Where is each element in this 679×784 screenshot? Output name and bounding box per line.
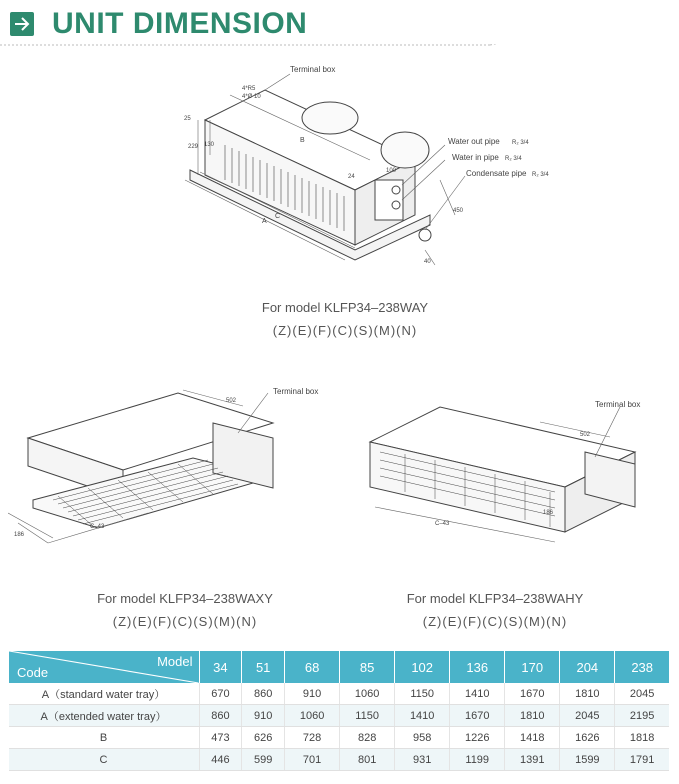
page-title: UNIT DIMENSION <box>52 7 308 40</box>
table-cell: 860 <box>242 683 285 705</box>
dim-100-label: 100 <box>386 168 397 174</box>
dim-24-label: 24 <box>348 174 355 180</box>
diagram-bottom-return-unit <box>8 378 338 553</box>
table-cell: 2195 <box>615 705 669 727</box>
table-row <box>9 683 670 705</box>
water-out-spec: R₂ 3/4 <box>512 140 529 146</box>
table-cell: 1599 <box>560 749 615 771</box>
dim-40-label: 40 <box>424 259 431 265</box>
table-cell: 1199 <box>450 749 505 771</box>
table-cell: 670 <box>199 683 242 705</box>
diagram-concealed-unit <box>170 60 570 280</box>
table-cell: 1810 <box>505 705 560 727</box>
header-divider <box>0 44 679 46</box>
water-in-spec: R₂ 3/4 <box>505 156 522 162</box>
table-cell: 2045 <box>560 705 615 727</box>
table-cell: 1391 <box>505 749 560 771</box>
dim-502-label-2: 502 <box>226 398 237 404</box>
table-cell: 1818 <box>615 727 669 749</box>
table-cell: 1810 <box>560 683 615 705</box>
table-cell: 473 <box>199 727 242 749</box>
table-cell: 931 <box>395 749 450 771</box>
caption-block-2 <box>40 591 330 629</box>
table-cell: 1060 <box>340 683 395 705</box>
header-model-136: 136 <box>450 651 505 683</box>
row-label: A（standard water tray） <box>9 683 200 705</box>
dim-b-label: B <box>300 137 305 144</box>
caption-3: For model KLFP34–238WAHY <box>406 591 584 606</box>
terminal-box-label-3: Terminal box <box>595 400 641 409</box>
hole-r-label: 4*R5 <box>242 86 256 92</box>
dim-c43-label-3: C–43 <box>435 521 450 527</box>
header-model-204: 204 <box>560 651 615 683</box>
table-cell: 701 <box>285 749 340 771</box>
table-row <box>9 705 670 727</box>
table-cell: 1670 <box>450 705 505 727</box>
condensate-spec: R₂ 3/4 <box>532 172 549 178</box>
section-header <box>10 6 307 42</box>
table-cell: 1410 <box>395 705 450 727</box>
dim-229-label: 229 <box>188 144 199 150</box>
table-cell: 1060 <box>285 705 340 727</box>
header-model-170: 170 <box>505 651 560 683</box>
table-cell: 1418 <box>505 727 560 749</box>
header-model-34: 34 <box>199 651 242 683</box>
caption-block-3 <box>350 591 640 629</box>
header-model-label: Model <box>157 654 193 669</box>
dimension-table <box>8 651 669 771</box>
table-cell: 1150 <box>395 683 450 705</box>
table-cell: 860 <box>199 705 242 727</box>
table-cell: 1410 <box>450 683 505 705</box>
table-row <box>9 727 670 749</box>
dim-502-label-3: 502 <box>580 432 591 438</box>
dim-25-label: 25 <box>184 116 191 122</box>
table-cell: 446 <box>199 749 242 771</box>
header-model-51: 51 <box>242 651 285 683</box>
table-cell: 1150 <box>340 705 395 727</box>
options-1: (Z)(E)(F)(C)(S)(M)(N) <box>272 323 418 338</box>
dim-c43-label-2: C–43 <box>90 524 105 530</box>
table-cell: 801 <box>340 749 395 771</box>
table-cell: 958 <box>395 727 450 749</box>
condensate-label: Condensate pipe <box>466 169 527 178</box>
table-cell: 910 <box>242 705 285 727</box>
dim-c-label: C <box>275 213 281 220</box>
options-3: (Z)(E)(F)(C)(S)(M)(N) <box>422 614 568 629</box>
table-cell: 1670 <box>505 683 560 705</box>
dim-186-label-2: 186 <box>14 532 25 538</box>
table-cell: 1626 <box>560 727 615 749</box>
row-label: B <box>9 727 200 749</box>
table-cell: 1791 <box>615 749 669 771</box>
row-label: A（extended water tray） <box>9 705 200 727</box>
header-model-68: 68 <box>285 651 340 683</box>
caption-2: For model KLFP34–238WAXY <box>97 591 273 606</box>
dim-a-label: A <box>262 218 267 225</box>
diagram-rear-return-unit <box>365 392 675 557</box>
header-model-85: 85 <box>340 651 395 683</box>
options-2: (Z)(E)(F)(C)(S)(M)(N) <box>112 614 258 629</box>
dim-186-label-3: 186 <box>543 510 554 516</box>
hole-d-label: 4*Ø 10 <box>242 94 261 100</box>
arrow-right-icon <box>10 12 34 36</box>
table-cell: 910 <box>285 683 340 705</box>
table-corner-cell <box>9 651 200 683</box>
table-cell: 728 <box>285 727 340 749</box>
table-cell: 1226 <box>450 727 505 749</box>
header-code-label: Code <box>17 665 49 680</box>
table-cell: 626 <box>242 727 285 749</box>
table-cell: 828 <box>340 727 395 749</box>
header-model-102: 102 <box>395 651 450 683</box>
dim-450-label: 450 <box>453 208 464 214</box>
table-cell: 599 <box>242 749 285 771</box>
terminal-box-label: Terminal box <box>290 65 336 74</box>
water-out-label: Water out pipe <box>448 137 500 146</box>
terminal-box-label-2: Terminal box <box>273 387 319 396</box>
caption-block-1 <box>200 300 490 338</box>
table-header-row <box>9 651 670 683</box>
water-in-label: Water in pipe <box>452 153 499 162</box>
caption-1: For model KLFP34–238WAY <box>261 300 429 315</box>
table-cell: 2045 <box>615 683 669 705</box>
header-model-238: 238 <box>615 651 669 683</box>
row-label: C <box>9 749 200 771</box>
dim-130-label: 130 <box>204 142 215 148</box>
table-row <box>9 749 670 771</box>
